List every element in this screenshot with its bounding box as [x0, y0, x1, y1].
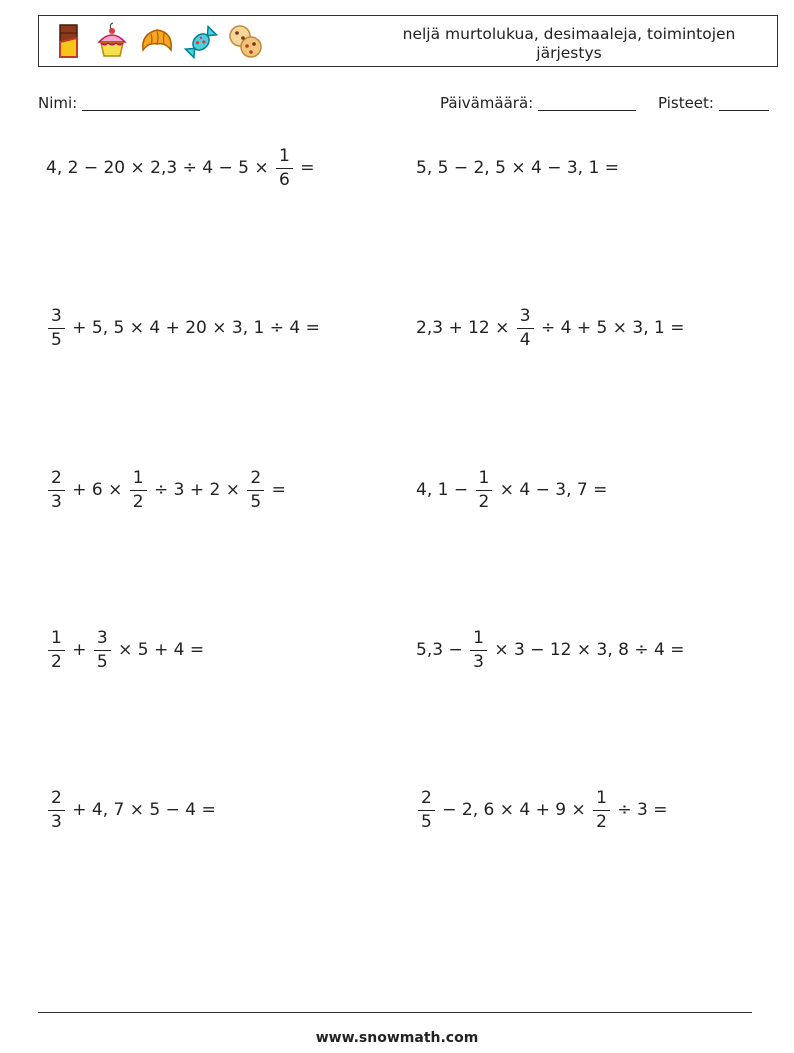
expression-text: + 5, 5 × 4 + 20 × 3, 1 ÷ 4 =	[66, 318, 320, 338]
date-field	[440, 94, 636, 112]
fraction	[276, 145, 293, 190]
fraction	[470, 627, 487, 672]
fraction	[48, 627, 65, 672]
worksheet-title: neljä murtolukua, desimaaleja, toimintojen järjestys	[402, 25, 736, 62]
score-field	[658, 94, 769, 112]
fraction	[94, 627, 111, 672]
expression-text: ÷ 4 + 5 × 3, 1 =	[535, 318, 685, 338]
footer-url: www.snowmath.com	[315, 1030, 479, 1046]
fraction	[476, 467, 493, 512]
date-blank[interactable]	[538, 94, 636, 111]
fraction	[48, 787, 65, 832]
problem-9	[46, 780, 216, 840]
problem-8	[416, 620, 684, 680]
candy-icon	[183, 22, 219, 62]
expression-text: + 6 ×	[66, 480, 128, 500]
fraction-numerator: 2	[421, 787, 432, 808]
problem-10	[416, 780, 667, 840]
fraction-denominator: 2	[48, 650, 65, 671]
fraction-numerator: 2	[51, 787, 62, 808]
fraction-denominator: 5	[48, 328, 65, 349]
fraction-denominator: 3	[48, 810, 65, 831]
fraction-numerator: 1	[51, 627, 62, 648]
problem-2	[416, 138, 619, 198]
date-label: Päivämäärä:	[440, 94, 534, 112]
problem-3	[46, 298, 320, 358]
expression-text: × 5 + 4 =	[112, 640, 205, 660]
expression-text: ÷ 3 + 2 ×	[148, 480, 246, 500]
expression-text: 5,3 −	[416, 640, 469, 660]
fraction-numerator: 2	[250, 467, 262, 488]
fraction	[517, 305, 534, 350]
expression-text: + 4, 7 × 5 − 4 =	[66, 800, 216, 820]
fraction-denominator: 2	[130, 490, 147, 511]
fraction	[48, 467, 65, 512]
fraction-denominator: 5	[418, 810, 435, 831]
fraction-numerator: 1	[478, 467, 490, 488]
name-field	[38, 94, 200, 112]
cupcake-icon	[93, 22, 131, 62]
problem-6	[416, 460, 607, 520]
problem-7	[46, 620, 204, 680]
score-label: Pisteet:	[658, 94, 714, 112]
fraction-denominator: 3	[48, 490, 65, 511]
fraction-numerator: 1	[279, 145, 290, 166]
fraction-numerator: 2	[51, 467, 62, 488]
expression-text: − 2, 6 × 4 + 9 ×	[436, 800, 592, 820]
header-icons	[51, 22, 265, 62]
fraction-numerator: 1	[132, 467, 144, 488]
fraction-denominator: 4	[517, 328, 534, 349]
expression-text: 4, 2 − 20 × 2,3 ÷ 4 − 5 ×	[46, 158, 274, 178]
fraction-denominator: 2	[476, 490, 493, 511]
fraction-denominator: 5	[94, 650, 111, 671]
fraction-numerator: 1	[596, 787, 607, 808]
fraction-denominator: 3	[470, 650, 487, 671]
fraction-numerator: 1	[473, 627, 484, 648]
name-label: Nimi:	[38, 94, 78, 112]
fraction-numerator: 3	[519, 305, 531, 326]
header-box	[38, 15, 778, 67]
expression-text: 5, 5 − 2, 5 × 4 − 3, 1 =	[416, 158, 619, 178]
problem-5	[46, 460, 286, 520]
cookies-icon	[225, 22, 265, 62]
fraction-numerator: 3	[51, 305, 62, 326]
expression-text: =	[294, 158, 315, 178]
expression-text: 2,3 + 12 ×	[416, 318, 515, 338]
croissant-icon	[137, 22, 177, 62]
expression-text: +	[66, 640, 92, 660]
expression-text: × 4 − 3, 7 =	[494, 480, 608, 500]
fraction	[130, 467, 147, 512]
name-blank[interactable]	[82, 94, 200, 111]
problem-4	[416, 298, 684, 358]
fraction	[593, 787, 610, 832]
problem-1	[46, 138, 314, 198]
fraction	[247, 467, 264, 512]
footer-divider	[38, 1012, 752, 1013]
fraction-denominator: 6	[276, 168, 293, 189]
expression-text: 4, 1 −	[416, 480, 474, 500]
fraction-numerator: 3	[96, 627, 108, 648]
expression-text: =	[266, 480, 286, 500]
expression-text: ÷ 3 =	[611, 800, 668, 820]
expression-text: × 3 − 12 × 3, 8 ÷ 4 =	[488, 640, 685, 660]
fraction-denominator: 5	[247, 490, 264, 511]
fraction-denominator: 2	[593, 810, 610, 831]
fraction	[48, 305, 65, 350]
chocolate-bar-icon	[51, 22, 87, 62]
fraction	[418, 787, 435, 832]
score-blank[interactable]	[719, 94, 769, 111]
